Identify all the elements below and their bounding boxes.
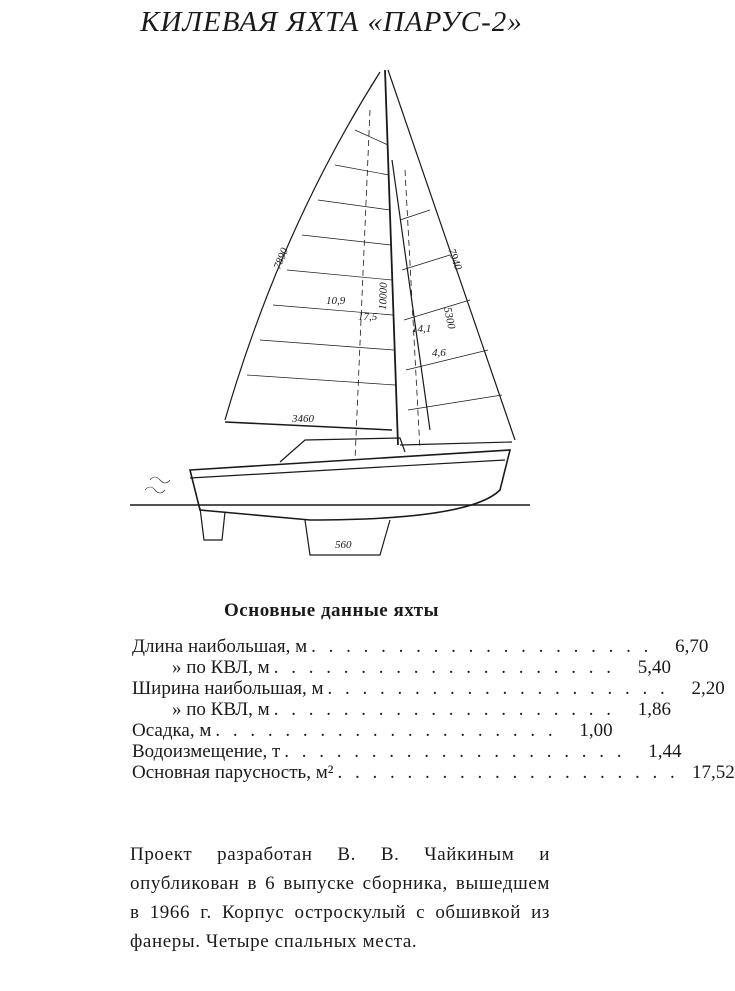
spec-label: Длина наибольшая, м — [132, 636, 308, 657]
spec-label: Ширина наибольшая, м — [132, 678, 324, 699]
spec-value: 17,52 — [691, 762, 735, 783]
spec-label: » по КВЛ, м — [172, 657, 270, 678]
spec-value: 1,00 — [579, 720, 613, 741]
label-mast-height: 10000 — [377, 282, 390, 311]
spec-value: 1,86 — [637, 699, 671, 720]
spec-row: » по КВЛ, м . . . . . . . . . . . . . . . . . . . . 5,40 — [132, 657, 546, 678]
label-area-main: 10,9 — [326, 295, 346, 307]
label-area-main2: 17,5 — [358, 311, 378, 323]
spec-label: Осадка, м — [132, 720, 212, 741]
project-description: Проект разработан В. В. Чайкиным и опубликован в 6 выпуске сборника, вышедшем в 1966 г. Корпус остроскулый с обшивкой из фанеры. Четыре спальных места. — [130, 844, 550, 952]
spec-value: 6,70 — [675, 636, 709, 657]
label-boom: 3460 — [292, 413, 314, 425]
spec-row: » по КВЛ, м . . . . . . . . . . . . . . . . . . . . 1,86 — [132, 699, 546, 720]
spec-row: Осадка, м . . . . . . . . . . . . . . . . . . . . 1,00 — [132, 720, 613, 741]
label-luff: 7890 — [271, 246, 292, 272]
label-jib-luff: 5300 — [441, 306, 458, 331]
specs-title: Основные данные яхты — [224, 600, 439, 621]
jib-foot — [400, 442, 512, 445]
spec-label: Водоизмещение, т — [132, 741, 281, 762]
label-area-jib2: 4,6 — [432, 347, 446, 359]
label-area-jib: 14,1 — [412, 323, 432, 335]
page-title: КИЛЕВАЯ ЯХТА «ПАРУС-2» — [140, 6, 523, 38]
hull — [190, 450, 510, 520]
spec-value: 2,20 — [691, 678, 725, 699]
specs-table — [132, 636, 735, 783]
mast — [385, 70, 398, 445]
jib-leech — [392, 160, 430, 430]
label-keel: 560 — [335, 539, 352, 551]
spec-label: » по КВЛ, м — [172, 699, 270, 720]
spec-row: Основная парусность, м² . . . . . . . . . . . . . . . . . . . . 17,52 — [132, 762, 735, 783]
spec-value: 1,44 — [648, 741, 682, 762]
mainsail-leech — [225, 72, 380, 420]
spec-row: Водоизмещение, т . . . . . . . . . . . . . . . . . . . . 1,44 — [132, 741, 682, 762]
spec-row: Ширина наибольшая, м . . . . . . . . . . . . . . . . . . . . 2,20 — [132, 678, 725, 699]
rudder — [200, 508, 225, 540]
spec-label: Основная парусность, м² — [132, 762, 334, 783]
label-sail-height: 7940 — [445, 246, 464, 272]
hull-sheer — [190, 460, 505, 478]
yacht-drawing — [130, 50, 550, 570]
spec-value: 5,40 — [637, 657, 671, 678]
spec-row: Длина наибольшая, м . . . . . . . . . . . . . . . . . . . . 6,70 — [132, 636, 709, 657]
